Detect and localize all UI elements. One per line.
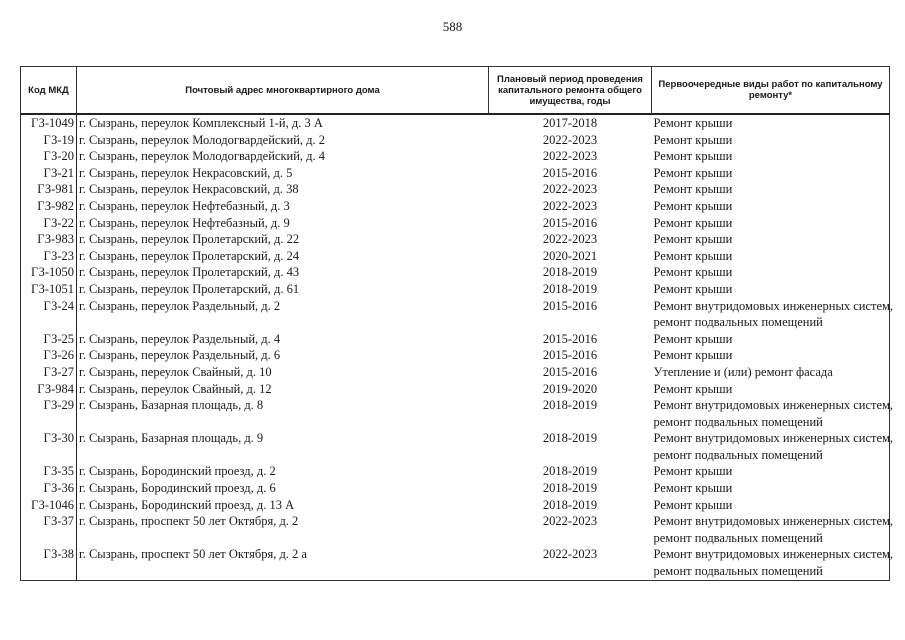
row-works-line: ремонт подвальных помещений [653, 564, 823, 579]
row-address: г. Сызрань, переулок Некрасовский, д. 5 [79, 165, 293, 180]
table-row [21, 198, 890, 215]
row-code: ГЗ-27 [21, 364, 77, 381]
table-row [21, 248, 890, 265]
row-works [652, 497, 890, 514]
row-works-line: Ремонт крыши [653, 464, 733, 479]
row-address: г. Сызрань, Базарная площадь, д. 8 [79, 398, 264, 413]
row-code: ГЗ-20 [21, 148, 77, 165]
table-row [21, 165, 890, 182]
row-works [652, 148, 890, 165]
row-address: г. Сызрань, переулок Молодогвардейский, д. 4 [79, 149, 326, 164]
row-address: г. Сызрань, проспект 50 лет Октября, д. 2 [79, 514, 299, 529]
row-works-line: Ремонт крыши [653, 481, 733, 496]
row-works [652, 181, 890, 198]
row-period: 2022-2023 [542, 198, 598, 213]
table-row [21, 397, 890, 430]
row-code: ГЗ-23 [21, 248, 77, 265]
row-address: г. Сызрань, переулок Комплексный 1-й, д. 3 А [79, 116, 323, 130]
row-address: г. Сызрань, Базарная площадь, д. 9 [79, 431, 264, 446]
row-works [652, 546, 894, 580]
row-period: 2015-2016 [542, 165, 598, 180]
row-address: г. Сызрань, переулок Некрасовский, д. 38 [79, 182, 299, 197]
row-works-line: ремонт подвальных помещений [653, 315, 823, 330]
repair-schedule-table [20, 66, 894, 581]
row-code: ГЗ-1046 [21, 497, 77, 514]
table-row [21, 546, 890, 580]
row-works [652, 331, 890, 348]
row-code: ГЗ-26 [21, 347, 77, 364]
table-row [21, 298, 890, 331]
row-works [652, 231, 890, 248]
header-code: Код МКД [21, 67, 77, 115]
row-works-line: Ремонт внутридомовых инженерных систем, [653, 298, 894, 313]
row-code: ГЗ-30 [21, 430, 77, 463]
row-code: ГЗ-984 [21, 381, 77, 398]
row-works-line: Ремонт внутридомовых инженерных систем, [653, 514, 894, 529]
row-works [652, 281, 890, 298]
row-code: ГЗ-37 [21, 513, 77, 546]
table-row [21, 463, 890, 480]
table-body [21, 114, 894, 580]
row-works-line: Ремонт крыши [653, 182, 733, 197]
row-address: г. Сызрань, переулок Раздельный, д. 2 [79, 298, 281, 313]
row-period: 2020-2021 [542, 248, 598, 263]
row-period: 2019-2020 [542, 381, 598, 396]
row-works [652, 248, 890, 265]
row-period: 2018-2019 [542, 265, 598, 280]
row-code: ГЗ-983 [21, 231, 77, 248]
row-period: 2015-2016 [542, 298, 598, 313]
header-works: Первоочередные виды работ по капитальному ремонту* [652, 67, 890, 115]
row-works-line: Утепление и (или) ремонт фасада [653, 364, 833, 379]
row-works [652, 480, 890, 497]
row-works-line: Ремонт крыши [653, 281, 733, 296]
row-works-line: Ремонт внутридомовых инженерных систем, [653, 431, 894, 446]
row-works-line: Ремонт крыши [653, 165, 733, 180]
row-address: г. Сызрань, Бородинский проезд, д. 6 [79, 481, 276, 496]
row-works-line: Ремонт крыши [653, 497, 733, 512]
row-address: г. Сызрань, переулок Пролетарский, д. 22 [79, 232, 300, 247]
table-header-row [21, 67, 890, 115]
row-works-line: Ремонт крыши [653, 198, 733, 213]
row-works [652, 298, 894, 331]
row-works-line: Ремонт крыши [653, 331, 733, 346]
row-address: г. Сызрань, переулок Нефтебазный, д. 3 [79, 198, 290, 213]
row-works [652, 364, 890, 381]
table-row [21, 331, 890, 348]
row-works-line: Ремонт крыши [653, 149, 733, 164]
table-row [21, 231, 890, 248]
row-works-line: Ремонт крыши [653, 348, 733, 363]
row-works-line: Ремонт крыши [653, 132, 733, 147]
row-code: ГЗ-981 [21, 181, 77, 198]
row-code: ГЗ-21 [21, 165, 77, 182]
row-address: г. Сызрань, переулок Пролетарский, д. 43 [79, 265, 300, 280]
table-row [21, 281, 890, 298]
table-row [21, 430, 890, 463]
table-row [21, 381, 890, 398]
row-address: г. Сызрань, Бородинский проезд, д. 2 [79, 464, 276, 479]
row-code: ГЗ-22 [21, 215, 77, 232]
row-works [652, 463, 890, 480]
row-period: 2022-2023 [489, 546, 652, 580]
table-row [21, 181, 890, 198]
row-works-line: Ремонт крыши [653, 381, 733, 396]
row-code: ГЗ-35 [21, 463, 77, 480]
row-address: г. Сызрань, переулок Нефтебазный, д. 9 [79, 215, 290, 230]
row-period: 2017-2018 [542, 116, 598, 130]
row-works [652, 397, 894, 430]
table-row [21, 480, 890, 497]
row-address: г. Сызрань, проспект 50 лет Октября, д. 2 а [77, 546, 489, 580]
row-works [652, 165, 890, 182]
row-works [652, 198, 890, 215]
table-row [21, 148, 890, 165]
row-period: 2018-2019 [542, 431, 598, 446]
row-works [652, 132, 890, 149]
row-works [652, 347, 890, 364]
row-address: г. Сызрань, переулок Пролетарский, д. 61 [79, 281, 300, 296]
row-works-line: ремонт подвальных помещений [653, 447, 823, 462]
table-row [21, 347, 890, 364]
row-address: г. Сызрань, переулок Раздельный, д. 4 [79, 331, 281, 346]
row-works-line: Ремонт крыши [653, 116, 733, 130]
header-address: Почтовый адрес многоквартирного дома [77, 67, 489, 115]
row-code: ГЗ-25 [21, 331, 77, 348]
row-period: 2018-2019 [542, 497, 598, 512]
table-row [21, 513, 890, 546]
row-works-line: ремонт подвальных помещений [653, 530, 823, 545]
row-address: г. Сызрань, переулок Молодогвардейский, д. 2 [79, 132, 326, 147]
row-address: г. Сызрань, переулок Пролетарский, д. 24 [79, 248, 300, 263]
row-works [652, 430, 894, 463]
table-row [21, 497, 890, 514]
row-period: 2015-2016 [542, 364, 598, 379]
row-code: ГЗ-36 [21, 480, 77, 497]
row-address: г. Сызрань, переулок Свайный, д. 10 [79, 364, 272, 379]
row-works [652, 381, 890, 398]
row-period: 2022-2023 [542, 182, 598, 197]
row-works [652, 513, 894, 546]
row-works [652, 215, 890, 232]
row-works-line: Ремонт крыши [653, 248, 733, 263]
row-works-line: Ремонт внутридомовых инженерных систем, [653, 547, 894, 562]
row-period: 2018-2019 [542, 481, 598, 496]
row-code: ГЗ-1050 [21, 264, 77, 281]
row-code: ГЗ-29 [21, 397, 77, 430]
row-address: г. Сызрань, переулок Раздельный, д. 6 [79, 348, 281, 363]
header-period: Плановый период проведения капитального ремонта общего имущества, годы [489, 67, 652, 115]
row-period: 2022-2023 [542, 514, 598, 529]
row-period: 2015-2016 [542, 348, 598, 363]
row-works-line: Ремонт внутридомовых инженерных систем, [653, 398, 894, 413]
row-period: 2022-2023 [542, 232, 598, 247]
row-works [652, 264, 890, 281]
row-code: ГЗ-19 [21, 132, 77, 149]
table-row [21, 132, 890, 149]
row-address: г. Сызрань, переулок Свайный, д. 12 [79, 381, 272, 396]
row-works-line: Ремонт крыши [653, 265, 733, 280]
row-code: ГЗ-1051 [21, 281, 77, 298]
row-code: ГЗ-38 [21, 546, 77, 580]
page-number: 588 [442, 19, 463, 34]
row-period: 2022-2023 [542, 132, 598, 147]
row-address: г. Сызрань, Бородинский проезд, д. 13 А [79, 497, 295, 512]
row-period: 2015-2016 [542, 215, 598, 230]
row-period: 2018-2019 [542, 464, 598, 479]
row-works-line: Ремонт крыши [653, 215, 733, 230]
row-period: 2018-2019 [542, 398, 598, 413]
row-code: ГЗ-1049 [21, 114, 77, 132]
row-period: 2018-2019 [542, 281, 598, 296]
row-period: 2022-2023 [542, 149, 598, 164]
row-code: ГЗ-24 [21, 298, 77, 331]
row-works-line: Ремонт крыши [653, 232, 733, 247]
row-code: ГЗ-982 [21, 198, 77, 215]
table-row [21, 114, 890, 132]
row-period: 2015-2016 [542, 331, 598, 346]
table-row [21, 364, 890, 381]
row-works-line: ремонт подвальных помещений [653, 414, 823, 429]
table-row [21, 215, 890, 232]
table-row [21, 264, 890, 281]
row-works [652, 114, 890, 132]
